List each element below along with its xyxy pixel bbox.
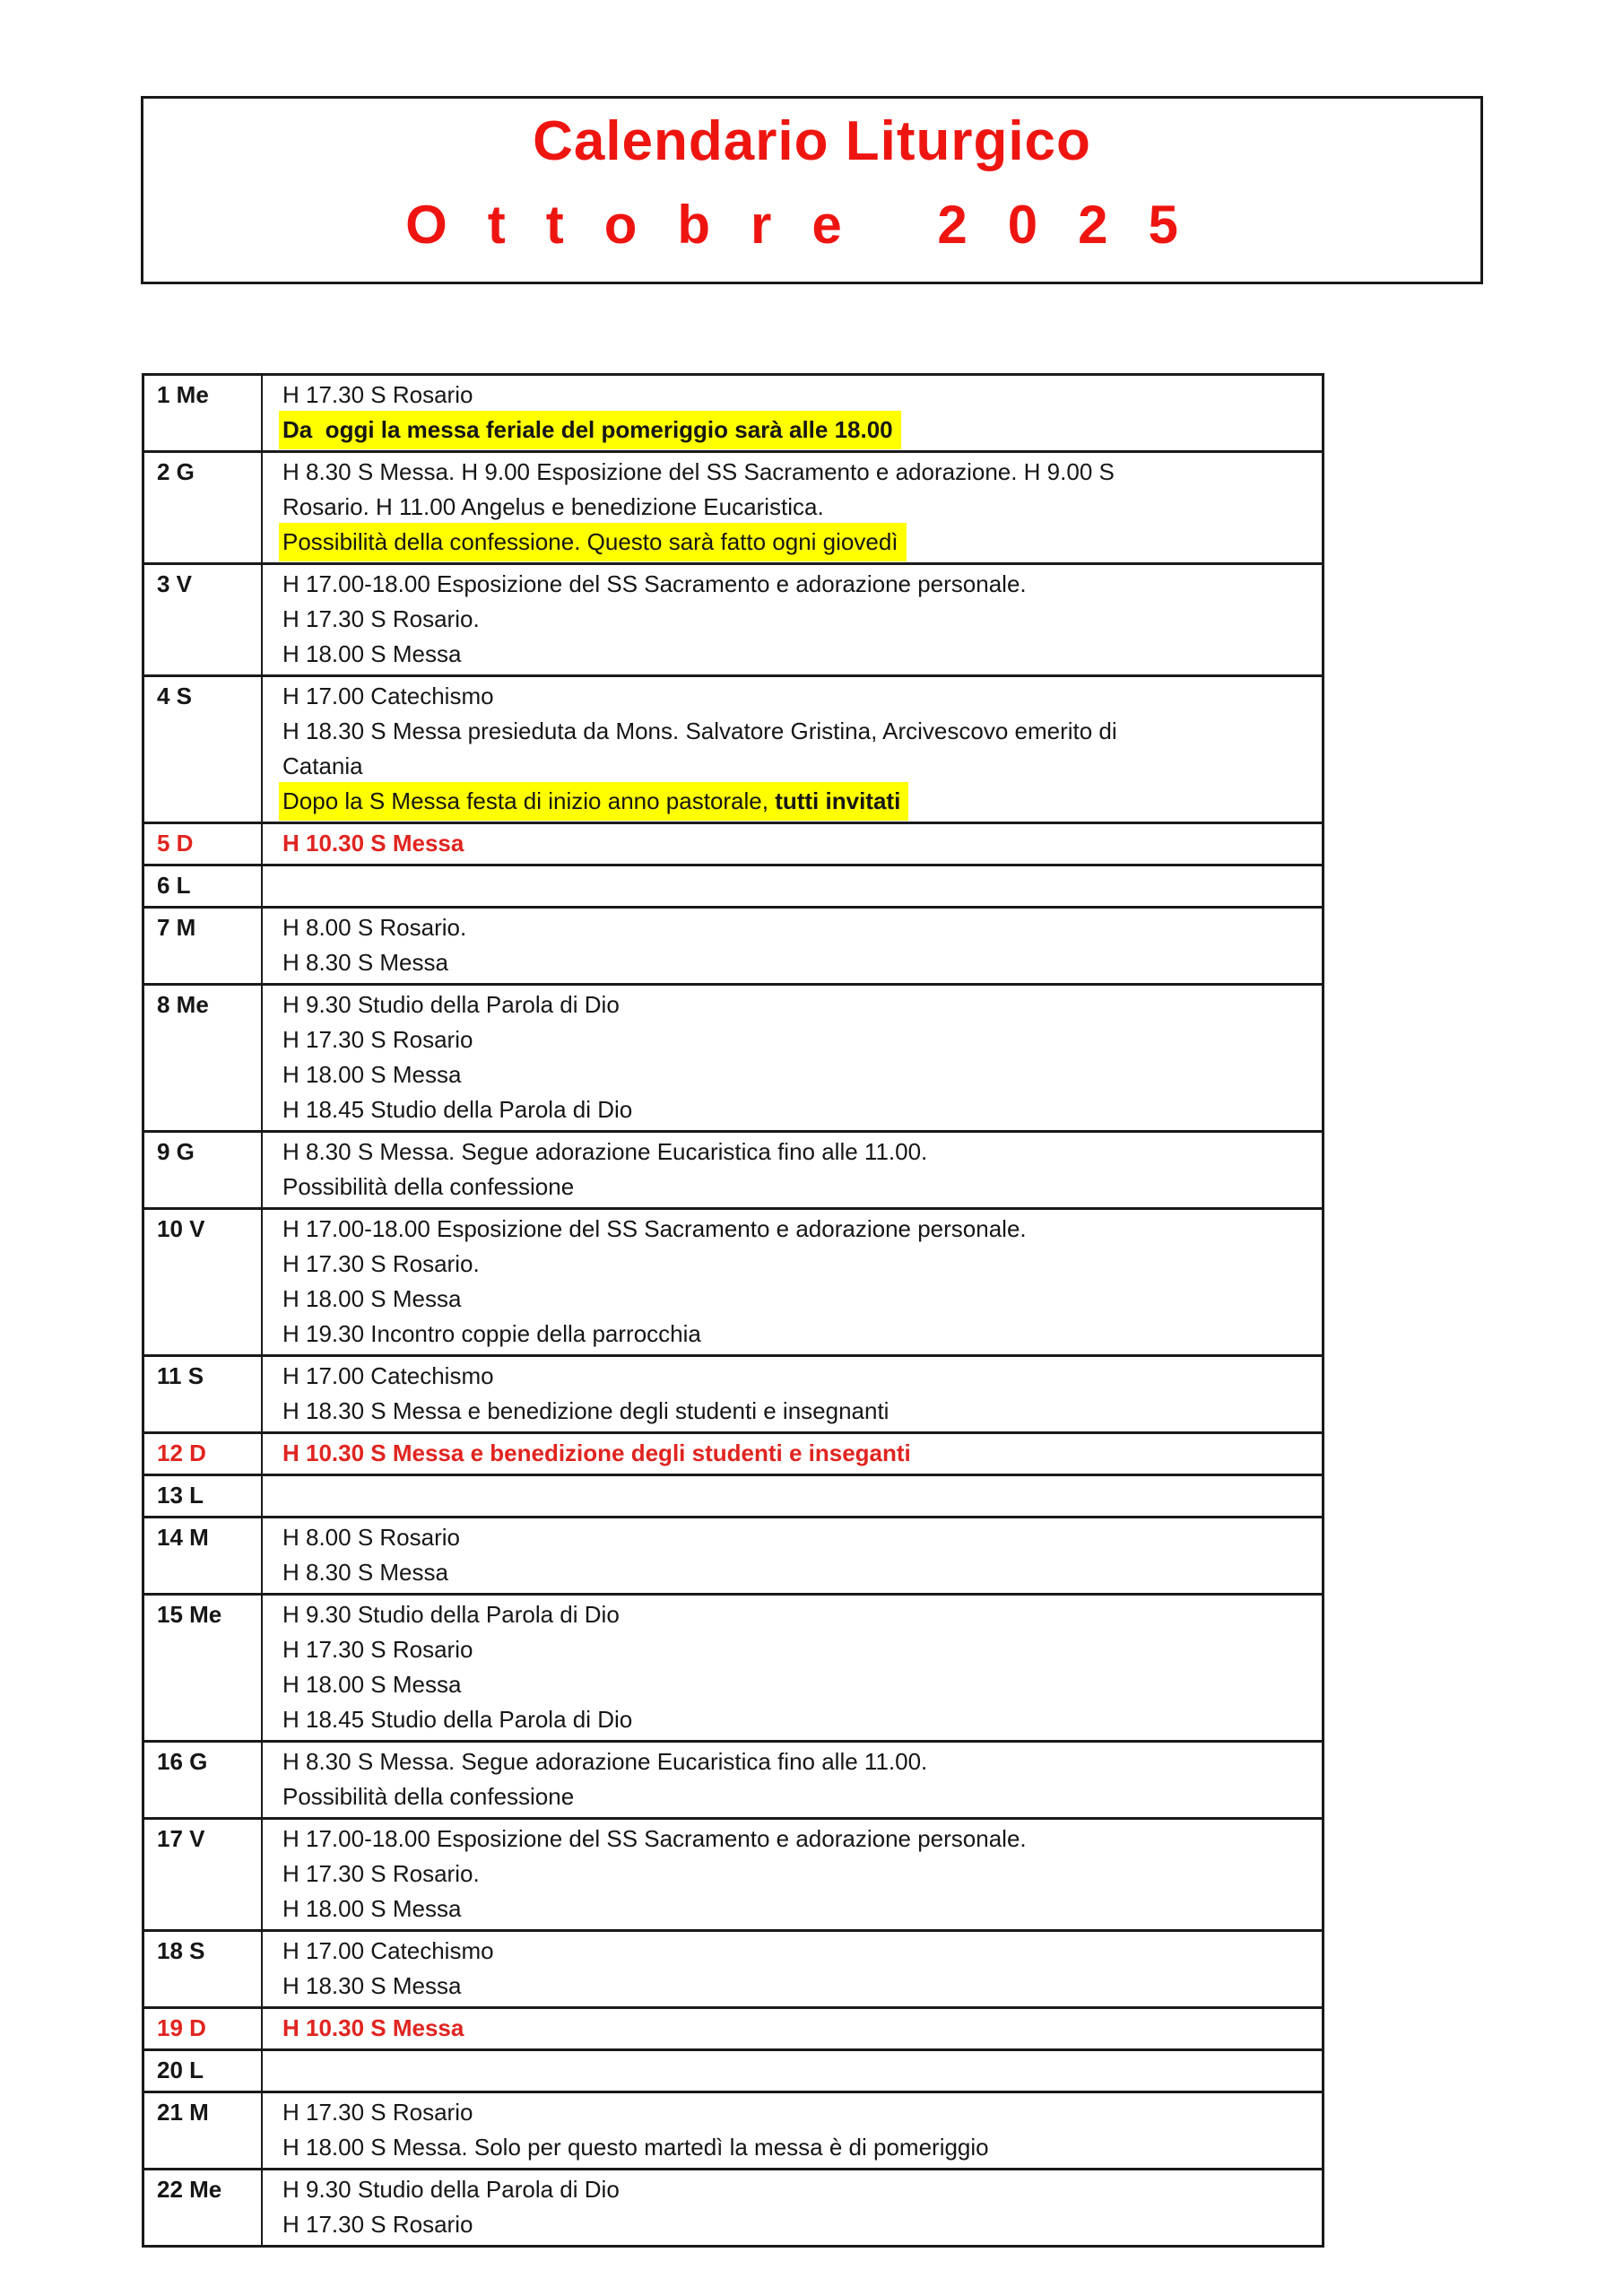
events-cell (263, 1357, 1322, 1431)
events-cell (263, 866, 1322, 906)
event-line (282, 1170, 1313, 1205)
day-cell: 21 M (144, 2093, 263, 2168)
event-line (282, 378, 1313, 413)
table-row (144, 1354, 1322, 1431)
event-line (282, 2172, 1313, 2207)
event-text: H 17.00 Catechismo (282, 683, 494, 709)
event-line (282, 455, 1313, 490)
event-line (282, 1667, 1313, 1702)
day-cell: 7 M (144, 909, 263, 983)
day-cell: 5 D (144, 824, 263, 864)
event-text: Rosario. H 11.00 Angelus e benedizione Eucaristica. (282, 493, 824, 520)
event-text: Possibilità della confessione (282, 1783, 575, 1810)
event-text: H 8.30 S Messa (282, 949, 448, 976)
table-row (144, 1516, 1322, 1593)
event-text: H 18.00 S Messa (282, 640, 462, 667)
event-line (282, 714, 1313, 749)
event-text: Da oggi la messa feriale del pomeriggio sarà alle 18.00 (282, 416, 893, 443)
event-line (282, 784, 1313, 819)
event-line (282, 2130, 1313, 2165)
events-cell (263, 2051, 1322, 2091)
event-line (282, 749, 1313, 784)
events-cell (263, 1434, 1322, 1474)
event-text: H 17.00-18.00 Esposizione del SS Sacramento e adorazione personale. (282, 570, 1027, 597)
day-cell: 19 D (144, 2009, 263, 2048)
day-cell: 8 Me (144, 986, 263, 1130)
event-text: Dopo la S Messa festa di inizio anno pastorale, (282, 787, 776, 814)
event-text: H 17.00 Catechismo (282, 1937, 494, 1964)
event-line (282, 1892, 1313, 1926)
event-text: H 17.00 Catechismo (282, 1362, 494, 1389)
event-line (282, 1135, 1313, 1170)
event-text: H 8.30 S Messa. H 9.00 Esposizione del SS Sacramento e adorazione. H 9.00 S (282, 458, 1115, 485)
event-text: H 17.30 S Rosario. (282, 1860, 480, 1887)
event-line (282, 1702, 1313, 1737)
event-line (282, 1744, 1313, 1779)
event-text: H 18.00 S Messa. Solo per questo martedì la messa è di pomeriggio (282, 2134, 989, 2161)
day-cell: 9 G (144, 1133, 263, 1207)
event-line (282, 2207, 1313, 2242)
highlighted-text (279, 523, 907, 561)
events-cell (263, 1210, 1322, 1354)
event-line (282, 1022, 1313, 1057)
table-row (144, 1207, 1322, 1354)
event-line (282, 490, 1313, 525)
event-line (282, 1394, 1313, 1429)
event-text: H 17.00-18.00 Esposizione del SS Sacramento e adorazione personale. (282, 1215, 1027, 1242)
events-cell (263, 2093, 1322, 2168)
day-cell: 18 S (144, 1932, 263, 2006)
events-cell (263, 565, 1322, 674)
day-cell: 12 D (144, 1434, 263, 1474)
event-text: H 18.00 S Messa (282, 1061, 462, 1088)
title-box (141, 96, 1483, 284)
table-row (144, 822, 1322, 864)
events-cell (263, 376, 1322, 450)
table-row (144, 562, 1322, 674)
table-row (144, 376, 1322, 450)
events-cell (263, 1596, 1322, 1740)
event-text: H 18.00 S Messa (282, 1671, 462, 1698)
table-row (144, 1929, 1322, 2006)
event-text: Possibilità della confessione. Questo sarà fatto ogni giovedì (282, 528, 898, 555)
day-cell: 1 Me (144, 376, 263, 450)
event-line (282, 987, 1313, 1022)
event-text: H 17.30 S Rosario (282, 1636, 473, 1663)
event-line (282, 1597, 1313, 1632)
event-text: H 17.30 S Rosario. (282, 605, 480, 632)
table-row (144, 1817, 1322, 1929)
event-text: H 9.30 Studio della Parola di Dio (282, 1601, 620, 1628)
event-line (282, 1632, 1313, 1667)
event-line (282, 1555, 1313, 1590)
event-text: Catania (282, 752, 363, 779)
table-row (144, 1474, 1322, 1516)
event-line (282, 1092, 1313, 1127)
table-row (144, 2168, 1322, 2245)
table-row (144, 450, 1322, 562)
event-line (282, 1520, 1313, 1555)
event-text: H 8.00 S Rosario. (282, 914, 467, 941)
event-text: H 18.45 Studio della Parola di Dio (282, 1096, 633, 1123)
events-cell (263, 1932, 1322, 2006)
events-cell (263, 1133, 1322, 1207)
event-text: H 8.30 S Messa. Segue adorazione Eucaristica fino alle 11.00. (282, 1138, 928, 1165)
events-cell (263, 2170, 1322, 2245)
events-cell (263, 986, 1322, 1130)
event-line (282, 637, 1313, 672)
event-text: H 9.30 Studio della Parola di Dio (282, 2176, 620, 2203)
events-cell (263, 1743, 1322, 1817)
highlighted-text (279, 782, 908, 821)
event-line (282, 1436, 1313, 1471)
day-cell: 14 M (144, 1518, 263, 1593)
event-text: H 10.30 S Messa (282, 2014, 464, 2041)
event-line (282, 826, 1313, 861)
event-text: H 17.00-18.00 Esposizione del SS Sacramento e adorazione personale. (282, 1825, 1027, 1852)
event-text: tutti invitati (775, 787, 901, 814)
day-cell: 20 L (144, 2051, 263, 2091)
event-line (282, 910, 1313, 945)
event-line (282, 1969, 1313, 2004)
day-cell: 13 L (144, 1476, 263, 1516)
day-cell: 2 G (144, 453, 263, 562)
events-cell (263, 1476, 1322, 1516)
day-cell: 15 Me (144, 1596, 263, 1740)
calendar-title: Calendario Liturgico (533, 110, 1091, 172)
events-cell (263, 824, 1322, 864)
event-text: H 10.30 S Messa e benedizione degli studenti e inseganti (282, 1439, 911, 1466)
event-text: H 18.45 Studio della Parola di Dio (282, 1706, 633, 1733)
event-text: H 17.30 S Rosario (282, 2099, 473, 2126)
event-text: Possibilità della confessione (282, 1173, 575, 1200)
event-line (282, 1934, 1313, 1969)
event-line (282, 1779, 1313, 1814)
event-text: H 19.30 Incontro coppie della parrocchia (282, 1320, 701, 1347)
events-cell (263, 2009, 1322, 2048)
event-text: H 18.30 S Messa (282, 1972, 462, 1999)
event-line (282, 1247, 1313, 1282)
event-text: H 17.30 S Rosario (282, 1026, 473, 1053)
table-row (144, 1431, 1322, 1474)
event-text: H 17.30 S Rosario (282, 381, 473, 408)
event-line (282, 413, 1313, 448)
events-cell (263, 909, 1322, 983)
event-text: H 8.30 S Messa (282, 1559, 448, 1586)
event-text: H 18.30 S Messa presieduta da Mons. Salvatore Gristina, Arcivescovo emerito di (282, 718, 1117, 744)
event-line (282, 1822, 1313, 1857)
highlighted-text (279, 411, 901, 449)
day-cell: 11 S (144, 1357, 263, 1431)
table-row (144, 1740, 1322, 1817)
event-line (282, 1317, 1313, 1352)
event-text: H 8.00 S Rosario (282, 1524, 460, 1551)
event-line (282, 679, 1313, 714)
calendar-subtitle: Ottobre 2025 (405, 195, 1219, 255)
table-row (144, 906, 1322, 983)
event-text: H 9.30 Studio della Parola di Dio (282, 991, 620, 1018)
events-cell (263, 453, 1322, 562)
day-cell: 4 S (144, 677, 263, 822)
table-row (144, 864, 1322, 906)
day-cell: 6 L (144, 866, 263, 906)
event-text: H 18.00 S Messa (282, 1285, 462, 1312)
event-line (282, 2095, 1313, 2130)
events-cell (263, 1820, 1322, 1929)
event-line (282, 1282, 1313, 1317)
event-text: H 10.30 S Messa (282, 830, 464, 857)
table-row (144, 674, 1322, 822)
calendar-table (142, 373, 1324, 2248)
event-line (282, 1057, 1313, 1092)
day-cell: 3 V (144, 565, 263, 674)
event-text: H 17.30 S Rosario. (282, 1250, 480, 1277)
table-row (144, 1130, 1322, 1207)
day-cell: 22 Me (144, 2170, 263, 2245)
day-cell: 16 G (144, 1743, 263, 1817)
event-line (282, 602, 1313, 637)
event-line (282, 2011, 1313, 2046)
events-cell (263, 677, 1322, 822)
table-row (144, 1593, 1322, 1740)
event-line (282, 945, 1313, 980)
event-line (282, 1359, 1313, 1394)
table-row (144, 2006, 1322, 2048)
event-text: H 17.30 S Rosario (282, 2211, 473, 2238)
table-row (144, 2091, 1322, 2168)
events-cell (263, 1518, 1322, 1593)
day-cell: 10 V (144, 1210, 263, 1354)
table-row (144, 2048, 1322, 2091)
table-row (144, 983, 1322, 1130)
event-text: H 18.30 S Messa e benedizione degli studenti e insegnanti (282, 1397, 890, 1424)
event-text: H 8.30 S Messa. Segue adorazione Eucaristica fino alle 11.00. (282, 1748, 928, 1775)
event-line (282, 567, 1313, 602)
event-line (282, 525, 1313, 560)
event-line (282, 1212, 1313, 1247)
event-text: H 18.00 S Messa (282, 1895, 462, 1922)
event-line (282, 1857, 1313, 1892)
day-cell: 17 V (144, 1820, 263, 1929)
